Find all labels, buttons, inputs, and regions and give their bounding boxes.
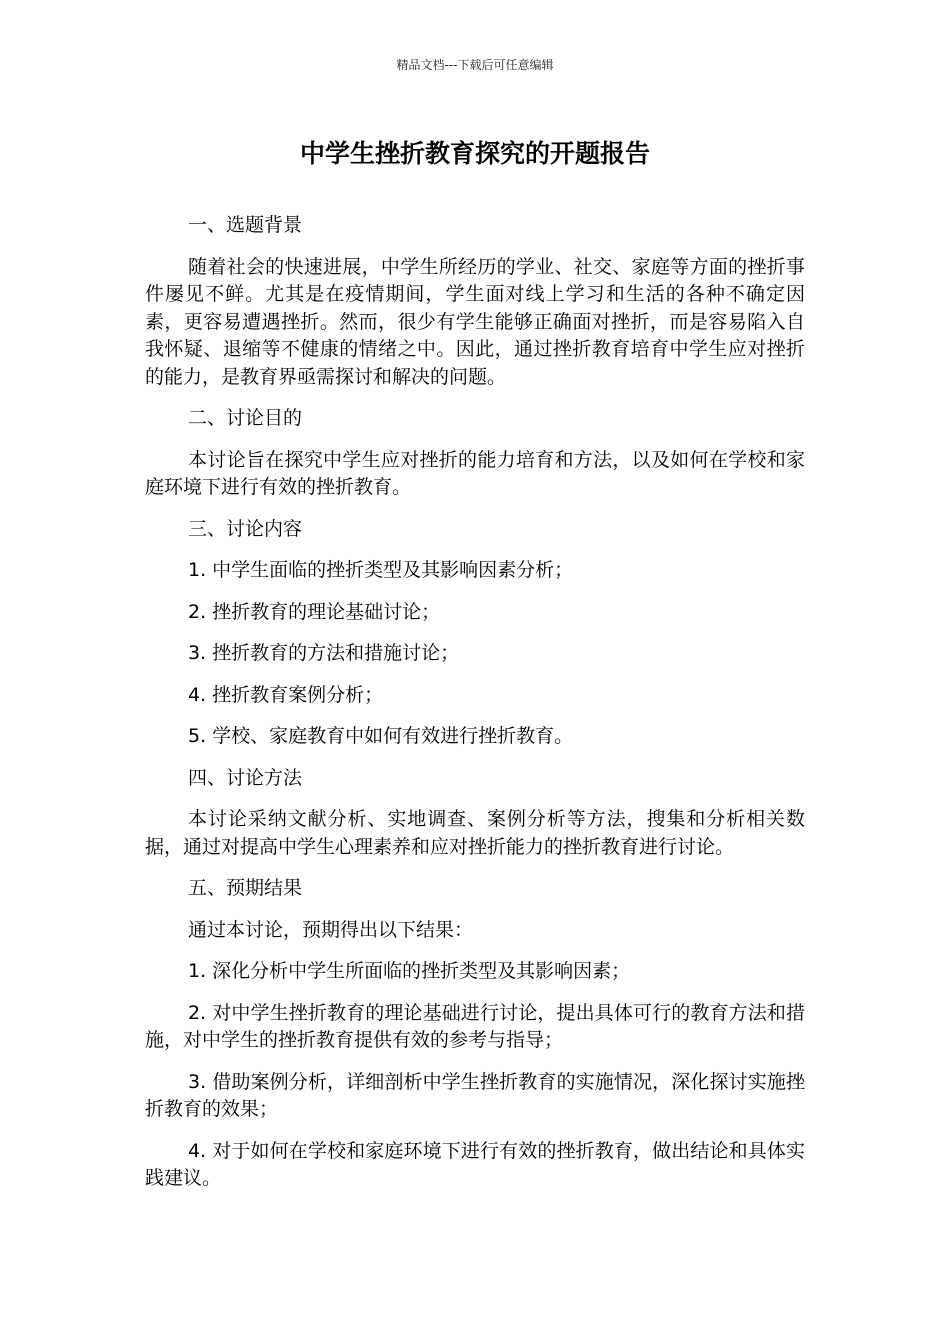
paragraph-results-intro: 通过本讨论，预期得出以下结果：: [188, 918, 474, 941]
page-header: 精品文档---下载后可任意编辑: [396, 58, 554, 72]
section-heading-method: 四、讨论方法: [188, 766, 303, 789]
document-body: [145, 212, 805, 1207]
list-item: 1. 中学生面临的挫折类型及其影响因素分析；: [188, 559, 574, 581]
list-item: 2. 挫折教育的理论基础讨论；: [188, 600, 441, 623]
list-item: 4. 对于如何在学校和家庭环境下进行有效的挫折教育，做出结论和具体实践建议。: [145, 1139, 805, 1189]
list-item: 5. 学校、家庭教育中如何有效进行挫折教育。: [188, 725, 574, 747]
document-title: 中学生挫折教育探究的开题报告: [299, 139, 650, 168]
section-heading-purpose: 二、讨论目的: [188, 407, 303, 429]
paragraph-purpose: 本讨论旨在探究中学生应对挫折的能力培育和方法，以及如何在学校和家庭环境下进行有效的挫折教育。: [145, 448, 805, 498]
list-item: 3. 借助案例分析，详细剖析中学生挫折教育的实施情况，深化探讨实施挫折教育的效果；: [145, 1070, 805, 1120]
section-heading-content: 三、讨论内容: [188, 517, 303, 540]
list-item: 2. 对中学生挫折教育的理论基础进行讨论，提出具体可行的教育方法和措施，对中学生的挫折教育提供有效的参考与指导；: [145, 1001, 805, 1051]
paragraph-method: 本讨论采纳文献分析、实地调查、案例分析等方法，搜集和分析相关数据，通过对提高中学生心理素养和应对挫折能力的挫折教育进行讨论。: [145, 808, 805, 858]
list-item: 3. 挫折教育的方法和措施讨论；: [188, 642, 460, 664]
list-item: 4. 挫折教育案例分析；: [188, 683, 384, 706]
section-heading-results: 五、预期结果: [188, 877, 303, 899]
list-item: 1. 深化分析中学生所面临的挫折类型及其影响因素；: [188, 960, 631, 982]
paragraph-background: 随着社会的快速进展，中学生所经历的学业、社交、家庭等方面的挫折事件屡见不鲜。尤其是在疫情期间，学生面对线上学习和生活的各种不确定因素，更容易遭遇挫折。然而，很少有学生能够正确面对挫折，而是容易陷入自我怀疑、退缩等不健康的情绪之中。因此，通过挫折教育培育中学生应对挫折的能力，是教育界亟需探讨和解决的问题。: [145, 255, 805, 388]
section-heading-background: 一、选题背景: [188, 214, 303, 236]
